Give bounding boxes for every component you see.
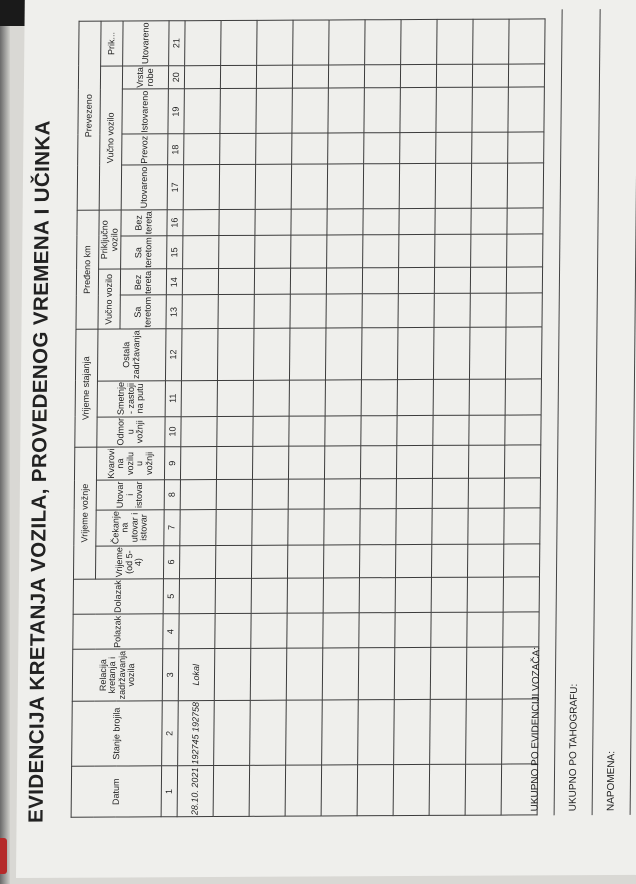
- table-cell: [360, 508, 396, 544]
- table-cell: [252, 446, 288, 479]
- table-cell: [323, 544, 359, 577]
- table-cell: [251, 578, 287, 614]
- table-cell: [401, 20, 437, 65]
- table-cell: [324, 508, 360, 544]
- table-cell: [468, 445, 504, 478]
- table-cell: [468, 508, 504, 544]
- table-cell: [290, 268, 326, 294]
- col-num-18: 18: [168, 134, 184, 165]
- table-cell: [470, 268, 506, 294]
- table-cell: [256, 134, 292, 165]
- note-label: NAPOMENA:: [605, 750, 618, 812]
- table-cell: [466, 647, 503, 699]
- table-cell: [252, 479, 288, 509]
- table-cell: [361, 328, 398, 380]
- table-cell: [252, 509, 288, 545]
- table-cell: [255, 165, 291, 210]
- form-sheet: [16, 22, 636, 878]
- table-cell: [289, 416, 325, 447]
- total-tachograph-label: UKUPNO PO TAHOGRAFU:: [567, 683, 580, 812]
- table-cell: [255, 209, 291, 235]
- table-cell: [365, 20, 401, 65]
- table-cell: [328, 64, 364, 88]
- table-cell: [436, 64, 472, 88]
- table-cell: [287, 545, 323, 578]
- table-cell: [292, 65, 328, 89]
- form-footer: [517, 9, 636, 816]
- table-cell: [357, 765, 394, 816]
- table-cell: [179, 614, 215, 649]
- table-cell: [288, 479, 324, 509]
- table-cell: [184, 89, 220, 134]
- table-cell: [180, 447, 216, 480]
- table-cell: [326, 268, 362, 294]
- col-num-5: 5: [163, 579, 179, 615]
- table-cell: [467, 544, 503, 577]
- table-cell: [251, 613, 287, 648]
- table-cell: [328, 88, 364, 133]
- table-cell: [219, 235, 255, 269]
- table-cell: [472, 64, 508, 88]
- table-cell: [361, 379, 397, 415]
- col-header-19: Istovareno: [122, 89, 168, 134]
- entry-date: 28.10. 2021: [177, 766, 214, 817]
- table-cell: [183, 165, 219, 210]
- col-num-21: 21: [169, 21, 185, 66]
- scan-left-shadow: [0, 26, 10, 884]
- col-num-15: 15: [167, 236, 183, 270]
- table-cell: [469, 327, 506, 379]
- table-cell: [287, 578, 323, 614]
- table-cell: [182, 295, 218, 329]
- table-cell: [325, 415, 361, 446]
- table-cell: [216, 479, 252, 509]
- table-cell: [323, 613, 359, 648]
- table-cell: [249, 766, 286, 817]
- table-cell: [290, 294, 326, 328]
- col-num-7: 7: [164, 509, 180, 545]
- sub-vucno-vozilo-prevoz: Vučno vozilo: [99, 66, 122, 210]
- table-cell: [216, 446, 252, 479]
- table-cell: [467, 577, 503, 613]
- table-cell: [214, 700, 251, 766]
- table-cell: [360, 479, 396, 509]
- table-cell: [363, 209, 399, 235]
- col-num-10: 10: [165, 416, 181, 447]
- table-cell: [395, 613, 431, 648]
- table-cell: [182, 269, 218, 295]
- col-header-12: Ostala zadržavanja: [97, 329, 166, 381]
- table-cell: [285, 765, 322, 816]
- col-num-13: 13: [166, 295, 182, 329]
- col-num-2: 2: [162, 701, 179, 767]
- table-cell: [397, 415, 433, 446]
- table-cell: [359, 613, 395, 648]
- table-cell: [469, 379, 505, 415]
- table-cell: [473, 19, 509, 64]
- table-cell: [435, 234, 471, 268]
- table-cell: [325, 328, 362, 380]
- table-cell: [256, 65, 292, 89]
- group-vrijeme-stajanja: Vrijeme stajanja: [75, 329, 98, 447]
- table-cell: [400, 133, 436, 164]
- table-cell: [431, 613, 467, 648]
- table-cell: [363, 235, 399, 269]
- table-cell: [288, 509, 324, 545]
- table-cell: [181, 329, 218, 381]
- table-cell: [289, 328, 326, 380]
- table-cell: [358, 648, 395, 700]
- form-title: EVIDENCIJA KRETANJA VOZILA, PROVEDENOG VREMENA I UČINKA: [24, 120, 55, 823]
- table-cell: [324, 446, 360, 479]
- table-cell: [286, 700, 323, 766]
- table-cell: [327, 164, 363, 209]
- table-cell: [400, 88, 436, 133]
- table-cell: [359, 544, 395, 577]
- table-cell: [180, 509, 216, 545]
- table-cell: [322, 700, 359, 766]
- table-cell: [437, 19, 473, 64]
- table-cell: [257, 20, 293, 65]
- table-cell: [179, 545, 215, 578]
- table-cell: [433, 415, 469, 446]
- table-cell: [220, 89, 256, 134]
- table-cell: [181, 416, 217, 447]
- table-cell: [221, 20, 257, 65]
- table-cell: [293, 20, 329, 65]
- table-cell: [220, 134, 256, 165]
- table-cell: [256, 89, 292, 134]
- table-cell: [430, 699, 467, 765]
- entry-odometer: 192745 192758: [178, 700, 215, 766]
- col-header-6: Vrijeme (od 5-4): [95, 545, 163, 579]
- table-cell: [360, 446, 396, 479]
- col-num-12: 12: [165, 329, 182, 381]
- entry-route: Lokal: [178, 649, 215, 701]
- table-cell: [362, 294, 398, 328]
- table-cell: [324, 479, 360, 509]
- table-cell: [359, 577, 395, 613]
- table-cell: [432, 445, 468, 478]
- table-cell: [215, 614, 251, 649]
- col-header-20: Vrsta robe: [122, 65, 168, 89]
- table-cell: [253, 380, 289, 416]
- table-cell: [253, 328, 290, 380]
- table-cell: [218, 269, 254, 295]
- table-cell: [327, 235, 363, 269]
- table-cell: [432, 478, 468, 508]
- table-cell: [218, 295, 254, 329]
- table-cell: [399, 164, 435, 209]
- table-cell: [254, 295, 290, 329]
- table-cell: [183, 209, 219, 235]
- col-header-5: Dolazak: [73, 579, 163, 615]
- table-cell: [436, 88, 472, 133]
- table-cell: [181, 380, 217, 416]
- col-header-16: Bez tereta: [121, 210, 167, 236]
- table-cell: [179, 578, 215, 614]
- table-cell: [220, 65, 256, 89]
- table-cell: [215, 578, 251, 614]
- col-num-6: 6: [163, 545, 179, 578]
- col-num-4: 4: [163, 614, 179, 649]
- group-predjeno-km: Pređeno km: [76, 210, 99, 329]
- col-header-9: Kvarovi na vozilu u vožnji: [96, 447, 164, 480]
- table-cell: [327, 209, 363, 235]
- table-cell: [472, 87, 508, 132]
- col-num-11: 11: [165, 380, 181, 416]
- col-header-21: Utovareno: [123, 21, 169, 66]
- table-cell: [250, 649, 287, 701]
- col-num-1: 1: [161, 766, 178, 817]
- table-cell: [287, 613, 323, 648]
- table-cell: [398, 294, 434, 328]
- table-cell: [217, 380, 253, 416]
- table-cell: [184, 134, 220, 165]
- table-cell: [323, 578, 359, 614]
- table-cell: [396, 479, 432, 509]
- table-cell: [216, 509, 252, 545]
- col-header-15: Sa teretom: [121, 236, 167, 270]
- table-cell: [288, 446, 324, 479]
- table-cell: [431, 577, 467, 613]
- table-cell: [395, 577, 431, 613]
- col-header-8: Utovar i istovar: [96, 480, 164, 510]
- table-cell: [472, 132, 508, 163]
- table-cell: [289, 379, 325, 415]
- table-cell: [329, 20, 365, 65]
- table-cell: [363, 164, 399, 209]
- table-cell: [326, 294, 362, 328]
- table-cell: [431, 544, 467, 577]
- table-cell: [435, 164, 471, 209]
- table-cell: [292, 88, 328, 133]
- table-cell: [466, 699, 503, 765]
- table-cell: [291, 164, 327, 209]
- table-cell: [180, 480, 216, 510]
- table-cell: [183, 235, 219, 269]
- col-header-13: Sa teretom: [120, 295, 166, 329]
- col-header-7: Čekanje na utovar i istovar: [96, 509, 164, 545]
- group-vrijeme-voznje: Vrijeme vožnje: [73, 447, 96, 579]
- table-cell: [185, 21, 221, 66]
- col-num-14: 14: [166, 269, 182, 295]
- table-cell: [364, 133, 400, 164]
- table-cell: [213, 766, 250, 817]
- table-cell: [433, 327, 470, 379]
- table-cell: [358, 699, 395, 765]
- table-cell: [400, 64, 436, 88]
- table-cell: [321, 765, 358, 816]
- table-cell: [394, 699, 431, 765]
- table-cell: [184, 65, 220, 89]
- table-cell: [471, 234, 507, 268]
- table-cell: [393, 765, 430, 816]
- table-cell: [286, 648, 323, 700]
- table-cell: [433, 379, 469, 415]
- table-cell: [434, 294, 470, 328]
- sub-prikljucno-vozilo-km: Priključno vozilo: [99, 210, 122, 270]
- col-header-3: Relacija kretanja i zadržavanja vozila: [72, 649, 163, 701]
- col-header-2: Stanje brojila: [72, 701, 163, 767]
- col-num-20: 20: [168, 65, 184, 89]
- col-header-18: Prevoz: [122, 134, 168, 165]
- col-header-11: Smetnje - zastoji na putu: [97, 380, 165, 416]
- col-num-17: 17: [167, 165, 183, 210]
- table-cell: [219, 209, 255, 235]
- table-cell: [214, 649, 251, 701]
- table-cell: [396, 446, 432, 479]
- table-cell: [292, 133, 328, 164]
- col-num-9: 9: [164, 447, 180, 480]
- sub-prikljucno-prevoz: Prik...: [101, 21, 123, 66]
- table-cell: [394, 648, 431, 700]
- table-cell: [328, 133, 364, 164]
- col-header-1: Datum: [71, 766, 162, 817]
- col-header-14: Bez tereta: [120, 269, 166, 295]
- table-cell: [253, 416, 289, 447]
- total-driver-label: UKUPNO PO EVIDENCIJI VOZAČA:: [529, 646, 543, 812]
- table-cell: [254, 269, 290, 295]
- col-num-8: 8: [164, 480, 180, 510]
- table-cell: [467, 612, 503, 647]
- table-cell: [429, 765, 466, 816]
- table-cell: [291, 235, 327, 269]
- table-cell: [215, 545, 251, 578]
- col-header-10: Odmor u vožnji: [97, 416, 165, 447]
- table-cell: [362, 268, 398, 294]
- table-cell: [364, 64, 400, 88]
- table-cell: [434, 268, 470, 294]
- group-prevezeno: Prevezeno: [77, 21, 101, 210]
- col-num-3: 3: [162, 649, 179, 701]
- table-cell: [435, 208, 471, 234]
- table-cell: [396, 508, 432, 544]
- table-cell: [469, 415, 505, 446]
- table-cell: [397, 379, 433, 415]
- col-header-17: Utovareno: [121, 165, 167, 210]
- table-cell: [291, 209, 327, 235]
- table-cell: [432, 508, 468, 544]
- col-num-19: 19: [168, 89, 184, 134]
- table-cell: [465, 765, 502, 816]
- note-row: [593, 9, 636, 815]
- table-cell: [325, 379, 361, 415]
- table-cell: [395, 544, 431, 577]
- table-cell: [364, 88, 400, 133]
- table-cell: [430, 648, 467, 700]
- table-cell: [399, 208, 435, 234]
- table-cell: [471, 208, 507, 234]
- table-cell: [436, 133, 472, 164]
- table-cell: [468, 478, 504, 508]
- col-header-4: Polazak: [73, 614, 163, 649]
- sub-vucno-vozilo-km: Vučno vozilo: [98, 269, 121, 329]
- table-cell: [361, 415, 397, 446]
- table-cell: [255, 235, 291, 269]
- col-num-16: 16: [167, 210, 183, 236]
- table-cell: [219, 165, 255, 210]
- table-cell: [399, 234, 435, 268]
- table-cell: [217, 328, 254, 380]
- table-cell: [471, 163, 507, 208]
- table-cell: [251, 545, 287, 578]
- table-cell: [250, 700, 287, 766]
- record-table: [71, 19, 546, 818]
- scan-red-mark: [0, 838, 7, 874]
- table-cell: [398, 268, 434, 294]
- table-cell: [397, 327, 434, 379]
- table-cell: [470, 294, 506, 328]
- table-cell: [217, 416, 253, 447]
- table-cell: [322, 648, 359, 700]
